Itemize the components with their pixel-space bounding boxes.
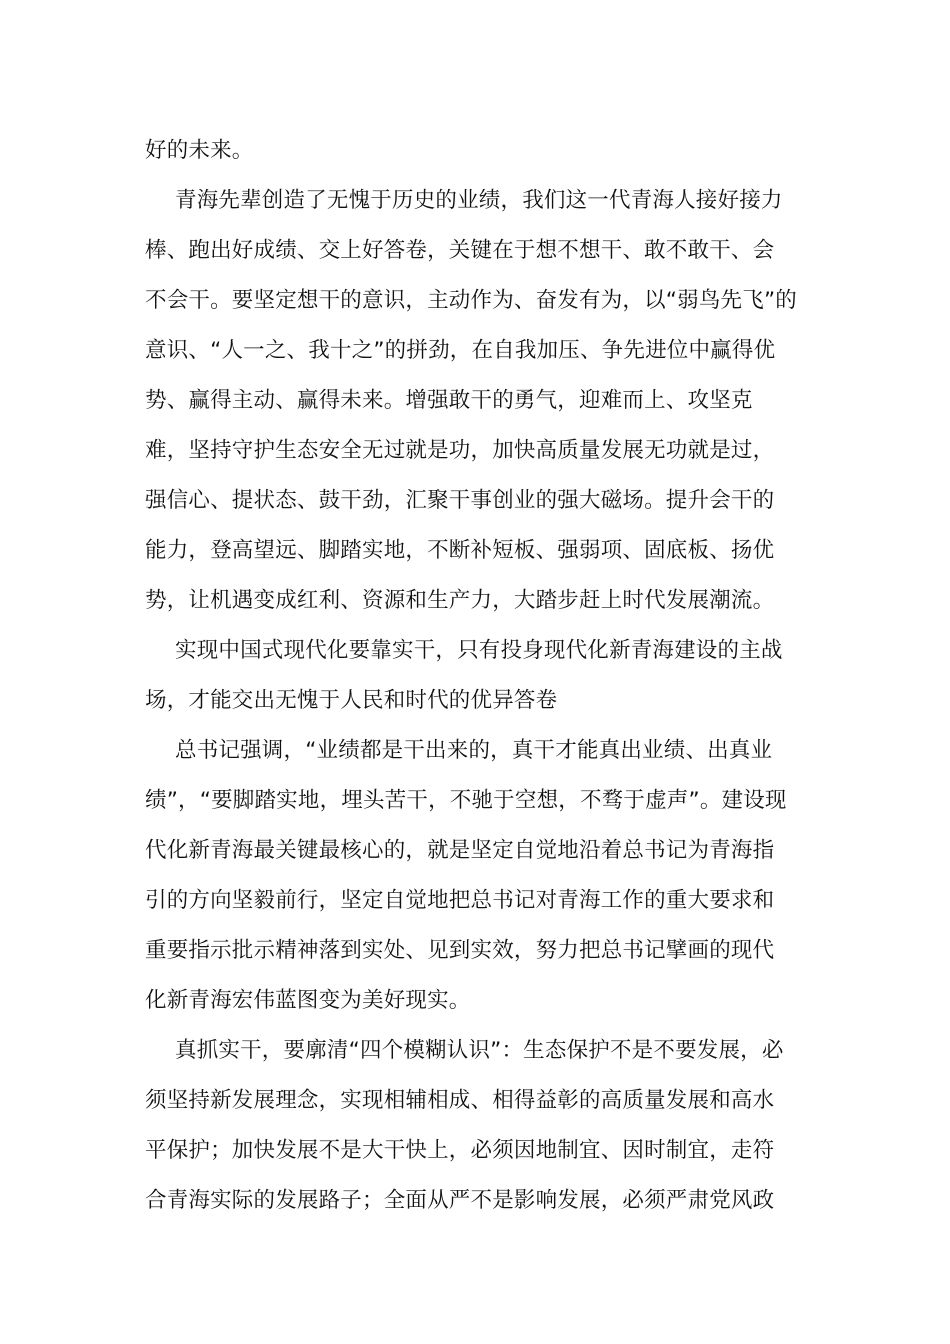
paragraph-first-line: 总书记强调，“业绩都是干出来的，真干才能真出业绩、出真业	[175, 738, 773, 763]
paragraph-first-line: 真抓实干，要廓清“四个模糊认识”：生态保护不是不要发展，必	[175, 1038, 784, 1063]
text-line: 能力，登高望远、脚踏实地，不断补短板、强弱项、固底板、扬优	[145, 538, 775, 563]
text-line: 势、赢得主动、赢得未来。增强敢干的勇气，迎难而上、攻坚克	[145, 388, 753, 413]
text-line: 好的未来。	[145, 138, 254, 163]
paragraph-first-line: 青海先辈创造了无愧于历史的业绩，我们这一代青海人接好接力	[175, 188, 783, 213]
text-line: 不会干。要坚定想干的意识，主动作为、奋发有为，以“弱鸟先飞”的	[145, 288, 797, 313]
text-line: 化新青海宏伟蓝图变为美好现实。	[145, 988, 471, 1013]
text-line: 须坚持新发展理念，实现相辅相成、相得益彰的高质量发展和高水	[145, 1088, 775, 1113]
text-line: 势，让机遇变成红利、资源和生产力，大踏步赶上时代发展潮流。	[145, 588, 775, 613]
text-line: 意识、“人一之、我十之”的拼劲，在自我加压、争先进位中赢得优	[145, 338, 776, 363]
text-line: 合青海实际的发展路子；全面从严不是影响发展，必须严肃党风政	[145, 1188, 775, 1213]
text-line: 重要指示批示精神落到实处、见到实效，努力把总书记擘画的现代	[145, 938, 775, 963]
text-line: 绩”，“要脚踏实地，埋头苦干，不驰于空想，不骛于虚声”。建设现	[145, 788, 787, 813]
text-line: 引的方向坚毅前行，坚定自觉地把总书记对青海工作的重大要求和	[145, 888, 775, 913]
section-heading-line: 实现中国式现代化要靠实干，只有投身现代化新青海建设的主战	[175, 638, 783, 663]
text-line: 棒、跑出好成绩、交上好答卷，关键在于想不想干、敢不敢干、会	[145, 238, 775, 263]
text-line: 强信心、提状态、鼓干劲，汇聚干事创业的强大磁场。提升会干的	[145, 488, 775, 513]
section-heading-line: 场，才能交出无愧于人民和时代的优异答卷	[145, 688, 558, 713]
text-line: 难，坚持守护生态安全无过就是功，加快高质量发展无功就是过，	[145, 438, 775, 463]
text-line: 平保护；加快发展不是大干快上，必须因地制宜、因时制宜，走符	[145, 1138, 775, 1163]
text-line: 代化新青海最关键最核心的，就是坚定自觉地沿着总书记为青海指	[145, 838, 775, 863]
